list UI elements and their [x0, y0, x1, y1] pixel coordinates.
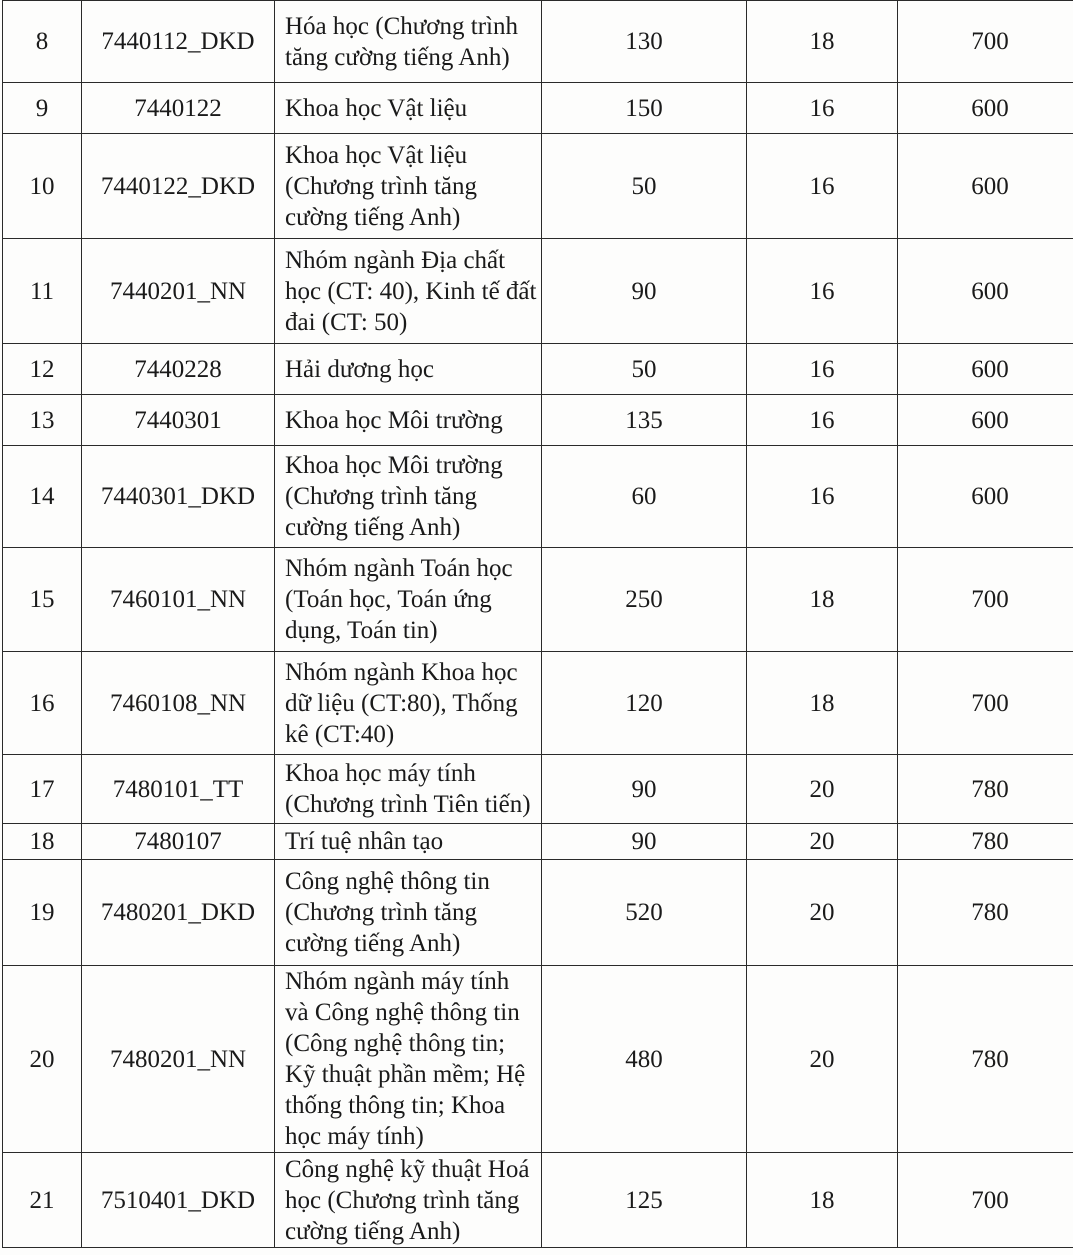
cell-stt: 9 — [3, 83, 82, 134]
table-row — [3, 860, 1073, 966]
cell-fee: 600 — [898, 134, 1073, 239]
cell-program-name: Khoa học Vật liệu — [275, 83, 542, 134]
cell-program-name: Hải dương học — [275, 344, 542, 395]
cell-min-score: 20 — [747, 966, 898, 1153]
cell-fee: 700 — [898, 548, 1073, 652]
table-row — [3, 395, 1073, 446]
cell-stt: 18 — [3, 824, 82, 860]
cell-stt: 16 — [3, 652, 82, 755]
cell-min-score: 20 — [747, 860, 898, 966]
cell-program-name: Khoa học Môi trường (Chương trình tăng cường tiếng Anh) — [275, 446, 542, 548]
table-row — [3, 755, 1073, 824]
cell-program-name: Trí tuệ nhân tạo — [275, 824, 542, 860]
table-row — [3, 1153, 1073, 1248]
cell-min-score: 16 — [747, 239, 898, 344]
cell-fee: 600 — [898, 239, 1073, 344]
cell-fee: 700 — [898, 652, 1073, 755]
cell-program-code: 7460108_NN — [82, 652, 275, 755]
table-row — [3, 652, 1073, 755]
cell-program-name: Khoa học Vật liệu (Chương trình tăng cường tiếng Anh) — [275, 134, 542, 239]
cell-min-score: 18 — [747, 548, 898, 652]
table-row — [3, 446, 1073, 548]
cell-quota: 120 — [542, 652, 747, 755]
table-row — [3, 1, 1073, 83]
table-body — [3, 1, 1073, 1248]
cell-program-code: 7480201_DKD — [82, 860, 275, 966]
cell-quota: 520 — [542, 860, 747, 966]
cell-stt: 14 — [3, 446, 82, 548]
cell-stt: 21 — [3, 1153, 82, 1248]
cell-fee: 600 — [898, 344, 1073, 395]
cell-min-score: 20 — [747, 824, 898, 860]
cell-min-score: 16 — [747, 395, 898, 446]
cell-fee: 780 — [898, 824, 1073, 860]
cell-min-score: 18 — [747, 1, 898, 83]
cell-fee: 780 — [898, 755, 1073, 824]
table-row — [3, 134, 1073, 239]
cell-program-name: Nhóm ngành Khoa học dữ liệu (CT:80), Thống kê (CT:40) — [275, 652, 542, 755]
cell-fee: 600 — [898, 395, 1073, 446]
cell-program-code: 7440228 — [82, 344, 275, 395]
cell-program-name: Công nghệ thông tin (Chương trình tăng cường tiếng Anh) — [275, 860, 542, 966]
cell-stt: 13 — [3, 395, 82, 446]
cell-min-score: 16 — [747, 344, 898, 395]
cell-quota: 90 — [542, 755, 747, 824]
cell-fee: 780 — [898, 966, 1073, 1153]
cell-min-score: 18 — [747, 1153, 898, 1248]
table-row — [3, 966, 1073, 1153]
cell-program-name: Công nghệ kỹ thuật Hoá học (Chương trình tăng cường tiếng Anh) — [275, 1153, 542, 1248]
cell-quota: 50 — [542, 134, 747, 239]
cell-program-code: 7440122_DKD — [82, 134, 275, 239]
cell-stt: 15 — [3, 548, 82, 652]
cell-program-code: 7440301_DKD — [82, 446, 275, 548]
cell-program-name: Khoa học Môi trường — [275, 395, 542, 446]
cell-program-name: Nhóm ngành máy tính và Công nghệ thông tin (Công nghệ thông tin; Kỹ thuật phần mềm; Hệ thống thông tin; Khoa học máy tính) — [275, 966, 542, 1153]
cell-program-name: Nhóm ngành Toán học (Toán học, Toán ứng dụng, Toán tin) — [275, 548, 542, 652]
table-row — [3, 344, 1073, 395]
cell-fee: 780 — [898, 860, 1073, 966]
cell-stt: 12 — [3, 344, 82, 395]
cell-program-code: 7480201_NN — [82, 966, 275, 1153]
cell-quota: 50 — [542, 344, 747, 395]
cell-program-name: Khoa học máy tính (Chương trình Tiên tiến) — [275, 755, 542, 824]
cell-quota: 125 — [542, 1153, 747, 1248]
cell-quota: 135 — [542, 395, 747, 446]
cell-program-code: 7480101_TT — [82, 755, 275, 824]
cell-fee: 600 — [898, 83, 1073, 134]
cell-min-score: 16 — [747, 134, 898, 239]
table-row — [3, 824, 1073, 860]
cell-quota: 90 — [542, 824, 747, 860]
cell-quota: 250 — [542, 548, 747, 652]
cell-quota: 480 — [542, 966, 747, 1153]
cell-stt: 20 — [3, 966, 82, 1153]
cell-program-code: 7460101_NN — [82, 548, 275, 652]
cell-program-code: 7480107 — [82, 824, 275, 860]
admissions-table — [2, 0, 1073, 1248]
cell-quota: 60 — [542, 446, 747, 548]
cell-fee: 700 — [898, 1153, 1073, 1248]
cell-program-code: 7440301 — [82, 395, 275, 446]
cell-program-code: 7440201_NN — [82, 239, 275, 344]
cell-quota: 130 — [542, 1, 747, 83]
cell-stt: 11 — [3, 239, 82, 344]
table-row — [3, 239, 1073, 344]
table-row — [3, 548, 1073, 652]
cell-program-code: 7440122 — [82, 83, 275, 134]
cell-fee: 700 — [898, 1, 1073, 83]
cell-program-name: Hóa học (Chương trình tăng cường tiếng Anh) — [275, 1, 542, 83]
cell-min-score: 16 — [747, 446, 898, 548]
cell-min-score: 16 — [747, 83, 898, 134]
cell-quota: 90 — [542, 239, 747, 344]
table-row — [3, 83, 1073, 134]
cell-min-score: 20 — [747, 755, 898, 824]
cell-quota: 150 — [542, 83, 747, 134]
cell-program-code: 7440112_DKD — [82, 1, 275, 83]
cell-stt: 10 — [3, 134, 82, 239]
cell-program-name: Nhóm ngành Địa chất học (CT: 40), Kinh tế đất đai (CT: 50) — [275, 239, 542, 344]
cell-fee: 600 — [898, 446, 1073, 548]
cell-stt: 19 — [3, 860, 82, 966]
cell-stt: 8 — [3, 1, 82, 83]
cell-program-code: 7510401_DKD — [82, 1153, 275, 1248]
cell-stt: 17 — [3, 755, 82, 824]
cell-min-score: 18 — [747, 652, 898, 755]
